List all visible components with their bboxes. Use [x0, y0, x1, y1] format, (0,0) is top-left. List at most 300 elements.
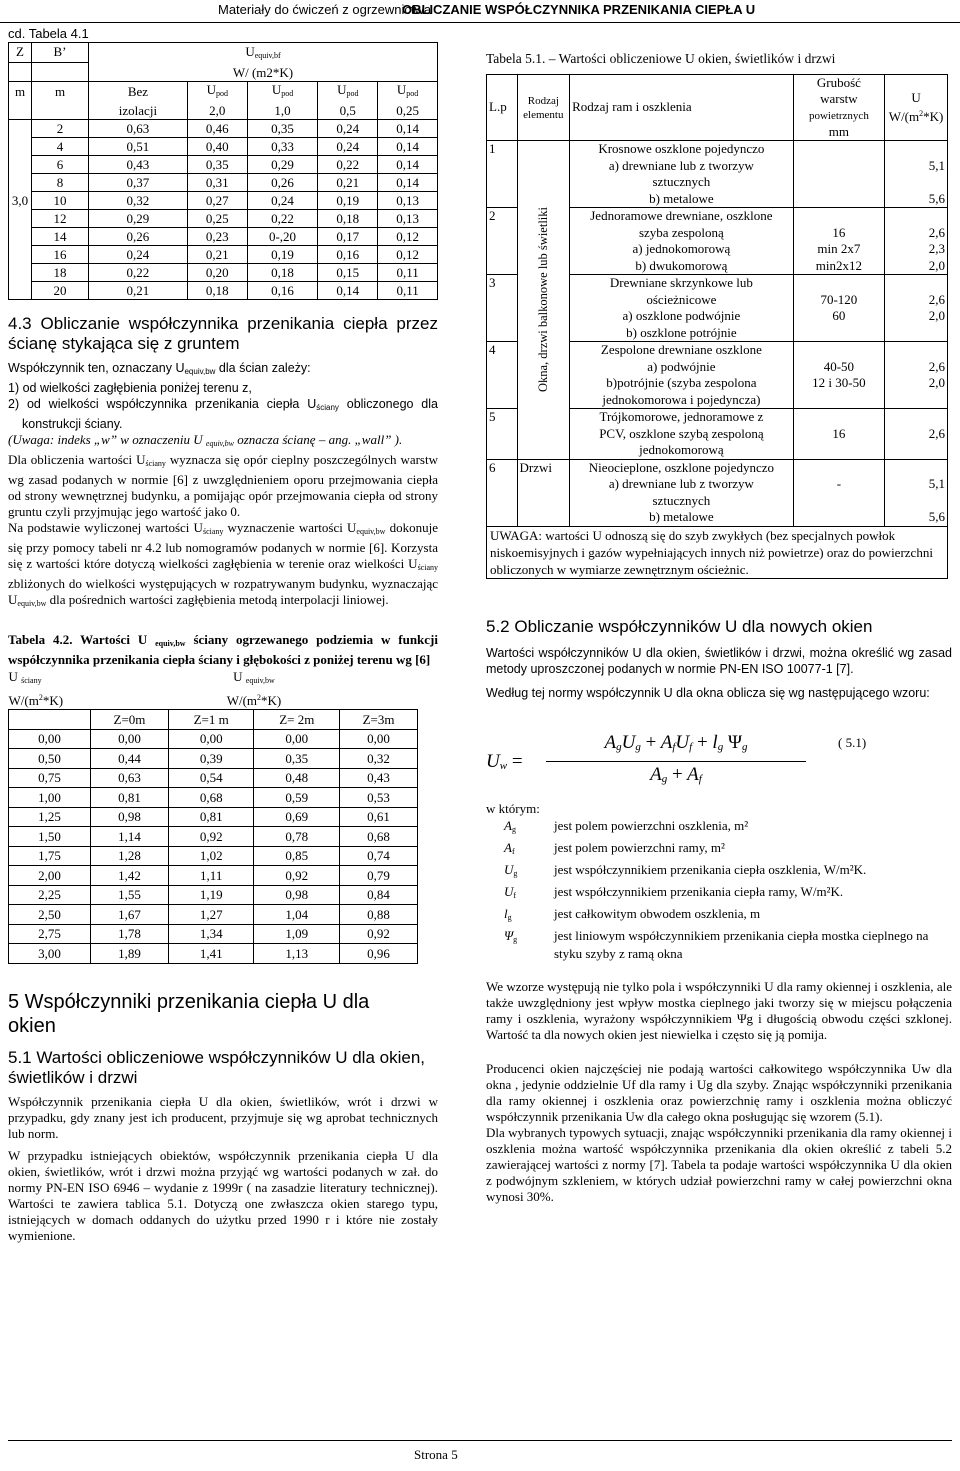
- t42-cell: 0,92: [168, 827, 254, 847]
- section-5-1-title: 5.1 Wartości obliczeniowe współczynników U dla okien, świetlików i drzwi: [8, 1047, 425, 1087]
- t42-cell: 0,68: [168, 788, 254, 808]
- t41-row: [9, 174, 438, 192]
- t42-cell: 0,00: [168, 729, 254, 749]
- t41-cell: 0,24: [89, 246, 188, 264]
- t51-u-line: [887, 342, 945, 359]
- t51-gr: [793, 409, 885, 460]
- t41-cell: 0,14: [378, 120, 438, 138]
- t51-element: Drzwi: [517, 459, 570, 526]
- t41-cell: 20: [32, 282, 89, 300]
- t42-cell: 1,02: [168, 846, 254, 866]
- t51-desc: [570, 409, 794, 460]
- t41-row: [9, 282, 438, 300]
- t41-z-cell: 3,0: [9, 192, 32, 210]
- t41-cell: 0,43: [89, 156, 188, 174]
- t51-row: [487, 459, 948, 526]
- t42-row: [9, 729, 418, 749]
- t41-cell: 0,35: [247, 120, 318, 138]
- t41-cell: 16: [32, 246, 89, 264]
- t42-cell: 0,00: [91, 729, 169, 749]
- header-course-title: Materiały do ćwiczeń z ogrzewnictwa: [218, 2, 432, 17]
- t42-cell: 1,42: [91, 866, 169, 886]
- t41-cell: 0,26: [89, 228, 188, 246]
- formula-denominator: $A_g + A_f$: [650, 763, 702, 785]
- t51-lp: 1: [487, 141, 518, 208]
- t41-cell: 2: [32, 120, 89, 138]
- t42-cell: 0,00: [9, 729, 91, 749]
- t41-cell: 4: [32, 138, 89, 156]
- t41-z-cell: [9, 210, 32, 228]
- t41-cell: 0,21: [187, 246, 247, 264]
- sec52-p5: Dla wybranych typowych sytuacji, znając współczynniki przenikania dla ramy okiennej i oszklenia można wartość współczynnika przenikania dla okien określić z tabeli 5.2 zawierającej wartości z normy [7]. Tabela ta podaje wartości współczynnika U dla okien z podwójnym szkleniem, w których udział powierzchni ramy w całej powierzchni okna wynosi 30%.: [486, 1124, 952, 1204]
- t42-cell: 0,98: [91, 807, 169, 827]
- t41-cell: 18: [32, 264, 89, 282]
- t51-gr: [793, 342, 885, 409]
- t51-gr-line: [796, 342, 883, 359]
- t51-u-line: 5,6: [928, 190, 945, 206]
- t42-h1: U $_{ściany}$ $W/(m^2*K)$: [8, 669, 64, 708]
- t41-cell: 0,22: [247, 210, 318, 228]
- legend-row: [486, 817, 952, 839]
- t51-note: UWAGA: wartości U odnoszą się do szyb zwykłych (bez specjalnych powłok niskoemisyjnych i gazów wypełniających innych niż powietrze) oraz do powierzchni obliczonych w wymiarze zewnętrznym ościeżnic.: [490, 527, 933, 577]
- t42-cell: 2,00: [9, 866, 91, 886]
- t41-uval-0: 2,0: [209, 102, 226, 118]
- t41-uval-2: 0,5: [339, 102, 356, 118]
- t41-z-cell: [9, 120, 32, 138]
- t51-gr-line: -: [836, 476, 842, 491]
- t51-u: [885, 208, 948, 275]
- t42-cell: 2,75: [9, 924, 91, 944]
- t42-cell: 1,09: [254, 924, 340, 944]
- t51-desc: [570, 459, 794, 526]
- t51-desc-line: Trójkomorowe, jednoramowe z: [599, 409, 764, 424]
- formula-lhs: $U_w$ =: [486, 750, 523, 772]
- t41-z-cell: [9, 156, 32, 174]
- t51-u-line: 5,1: [928, 157, 945, 173]
- t51-desc: [570, 275, 794, 342]
- t51-u-line: [887, 493, 945, 510]
- t41-cell: 0,63: [89, 120, 188, 138]
- t42-row: [9, 905, 418, 925]
- t51-u: [885, 409, 948, 460]
- t41-cell: 0,51: [89, 138, 188, 156]
- t41-cell: 0,17: [318, 228, 378, 246]
- t41-cell: 0,32: [89, 192, 188, 210]
- t42-cell: 3,00: [9, 944, 91, 964]
- t41-cell: 0,14: [378, 174, 438, 192]
- t41-cell: 10: [32, 192, 89, 210]
- t51-h-ram: Rodzaj ram i oszklenia: [572, 99, 692, 115]
- t41-uval-3: 0,25: [378, 102, 438, 120]
- t42-row: [9, 866, 418, 886]
- t41-cell: 0,37: [89, 174, 188, 192]
- sec43-item1: 1) od wielkości zagłębienia poniżej terenu z,: [8, 381, 252, 395]
- t42-cell: 2,25: [9, 885, 91, 905]
- t42-cell: 0,00: [340, 729, 418, 749]
- t51-gr-line: [796, 442, 883, 459]
- t42-row: [9, 944, 418, 964]
- t41-cell: 0,40: [187, 138, 247, 156]
- legend-row: [486, 927, 952, 963]
- t41-cell: 0,19: [318, 192, 378, 210]
- t51-u: [885, 141, 948, 208]
- t51-desc-line: b)potrójnie (szyba zespolona: [606, 375, 757, 390]
- t51-desc-line: sztucznych: [652, 492, 711, 508]
- t42-row: [9, 885, 418, 905]
- legend-text: jest polem powierzchni ramy, m²: [554, 839, 725, 855]
- t42-cell: 1,13: [254, 944, 340, 964]
- t42-cell: 0,79: [340, 866, 418, 886]
- t51-desc-line: jednokomorowa i pojedyncza): [602, 391, 761, 407]
- t42-zcol-0: Z=0m: [91, 710, 169, 730]
- t41-cell: 0,29: [247, 156, 318, 174]
- t41-upod-0: $U_{pod}$: [206, 82, 228, 98]
- t51-desc-line: Nieocieplone, oszklone pojedynczo: [588, 459, 774, 475]
- formula-5-1: [486, 701, 952, 801]
- t41-cell: 6: [32, 156, 89, 174]
- t42-cell: 0,39: [168, 749, 254, 769]
- t41-cell: 0-,20: [247, 228, 318, 246]
- t51-gr-line: 16: [832, 425, 846, 441]
- t41-cell: 0,14: [318, 282, 378, 300]
- t41-cell: 0,25: [187, 210, 247, 228]
- section-5-2-title: 5.2 Obliczanie współczynników U dla nowych okien: [486, 616, 873, 636]
- t42-cell: 0,50: [9, 749, 91, 769]
- legend-row: [486, 839, 952, 861]
- t51-desc-line: szyba zespoloną: [638, 224, 724, 240]
- formula-numerator: $A_gU_g + A_fU_f + l_g$ $\Psi_g$: [546, 729, 806, 762]
- t41-upod-2: $U_{pod}$: [337, 82, 359, 98]
- t51-desc-line: a) drewniane lub z tworzyw: [608, 157, 754, 173]
- t51-u-line: [887, 325, 945, 342]
- t51-gr-line: [796, 409, 883, 426]
- legend-row: [486, 883, 952, 905]
- t51-desc-line: Drewniane skrzynkowe lub: [609, 275, 753, 290]
- t51-desc: [570, 141, 794, 208]
- t41-m1: m: [14, 84, 26, 99]
- t42-row: [9, 788, 418, 808]
- legend-symbol: $A_f$: [504, 839, 515, 856]
- t51-desc-line: b) oszklone potrójnie: [626, 324, 737, 340]
- t51-desc-line: b) metalowe: [649, 190, 714, 206]
- table51-caption: Tabela 5.1. – Wartości obliczeniowe U okien, świetlików i drzwi: [486, 51, 836, 66]
- t51-row: [487, 141, 948, 208]
- t51-desc-line: sztucznych: [652, 174, 711, 189]
- t42-cell: 0,53: [340, 788, 418, 808]
- sec52-p2: Według tej normy współczynnik U dla okna oblicza się wg następującego wzoru:: [486, 685, 930, 700]
- t41-cell: 0,12: [378, 228, 438, 246]
- t42-cell: 1,04: [254, 905, 340, 925]
- t51-u-line: [887, 409, 945, 426]
- t51-u-line: 2,6: [928, 425, 945, 441]
- t42-h2: U $_{equiv,bw}$ $W/(m^2*K)$: [226, 669, 282, 709]
- t51-u-line: 2,6: [928, 291, 945, 307]
- t41-cell: 0,46: [187, 120, 247, 138]
- t51-gr-line: [796, 509, 883, 526]
- footer-rule: [8, 1440, 952, 1441]
- t51-u: [885, 342, 948, 409]
- t42-cell: 1,11: [168, 866, 254, 886]
- legend-row: [486, 905, 952, 927]
- t42-cell: 0,92: [254, 866, 340, 886]
- t41-cell: 0,13: [378, 210, 438, 228]
- wktorym-label: w którym:: [486, 800, 540, 816]
- t42-cell: 1,89: [91, 944, 169, 964]
- sec5-p2: W przypadku istniejących obiektów, współczynnik przenikania ciepła U dla okien, świetlików, wrót i drzwi można przyjąć wg wartości podanych w zał. do normy PN-EN ISO 6946 – wydanie z 1999r ( na zasadzie literatury technicznej). Wartości te zawiera tablica 5.1. Dotyczą one zwłaszcza okien starego typu, istniejących w domach oddanych do użytku przed 1990 r i które nie zostały wymienione.: [8, 1147, 438, 1243]
- t41-cell: 12: [32, 210, 89, 228]
- t42-cell: 1,67: [91, 905, 169, 925]
- t42-cell: 2,50: [9, 905, 91, 925]
- t51-gr-line: [796, 460, 883, 477]
- t51-vertical-label: [517, 141, 570, 460]
- t41-cell: 0,35: [187, 156, 247, 174]
- table-5-1: [486, 74, 948, 579]
- t41-cell: 0,11: [378, 264, 438, 282]
- t41-izolacji: izolacji: [118, 102, 158, 118]
- t42-cell: 0,43: [340, 768, 418, 788]
- t51-desc-line: b) metalowe: [649, 509, 714, 524]
- t42-row: [9, 807, 418, 827]
- table-4-2: [8, 668, 418, 964]
- t41-bez: Bez: [127, 84, 149, 99]
- t41-row: [9, 120, 438, 138]
- t51-u: [885, 459, 948, 526]
- legend-text: jest liniowym współczynnikiem przenikania ciepła mostka cieplnego na styku szyby z ramą okna: [554, 927, 929, 961]
- t51-gr-line: 70-120: [820, 291, 858, 307]
- t51-gr-line: 12 i 30-50: [812, 375, 866, 390]
- t41-z-cell: [9, 246, 32, 264]
- t42-zcol-3: Z=3m: [340, 710, 418, 730]
- t51-desc-line: Krosnowe oszklone pojedynczo: [598, 141, 765, 156]
- t41-cell: 14: [32, 228, 89, 246]
- t42-cell: 1,14: [91, 827, 169, 847]
- t41-z-label: Z: [16, 44, 24, 60]
- t41-z-cell: [9, 282, 32, 300]
- t51-gr-line: [796, 392, 883, 409]
- t51-gr-line: [796, 325, 883, 342]
- t51-gr: [793, 275, 885, 342]
- t51-desc-line: a) oszklone podwójnie: [622, 308, 741, 323]
- t41-cell: 0,20: [187, 264, 247, 282]
- t51-u-line: [887, 392, 945, 409]
- t41-cell: 0,18: [247, 264, 318, 282]
- t51-gr-line: [796, 208, 883, 225]
- t42-cell: 1,50: [9, 827, 91, 847]
- t41-cell: 0,21: [89, 282, 188, 300]
- t41-uval-1: 1,0: [274, 102, 291, 118]
- t42-cell: 0,98: [254, 885, 340, 905]
- t51-gr-line: 40-50: [823, 358, 855, 374]
- formula-legend: [486, 817, 952, 963]
- t41-cell: 0,13: [378, 192, 438, 210]
- t41-z-cell: [9, 228, 32, 246]
- t42-cell: 0,81: [168, 807, 254, 827]
- t51-desc-line: jednokomorową: [639, 442, 724, 457]
- legend-text: jest polem powierzchni oszklenia, m²: [554, 817, 749, 833]
- t41-cell: 0,29: [89, 210, 188, 228]
- legend-text: jest współczynnikiem przenikania ciepła ramy, W/m²K.: [554, 883, 844, 899]
- table41-caption: cd. Tabela 4.1: [8, 26, 89, 41]
- t41-cell: 0,23: [187, 228, 247, 246]
- legend-text: jest całkowitym obwodem oszklenia, m: [554, 905, 761, 921]
- header-chapter-title: OBLICZANIE WSPÓŁCZYNNIKA PRZENIKANIA CIEPŁA U: [402, 2, 756, 17]
- t51-lp: 6: [487, 459, 518, 526]
- t51-gr: [793, 208, 885, 275]
- t51-u-line: 2,0: [928, 257, 945, 273]
- t51-u-line: [887, 208, 945, 225]
- t51-desc-line: ościeżnicowe: [646, 291, 717, 307]
- t41-cell: 0,18: [318, 210, 378, 228]
- t41-cell: 0,27: [187, 192, 247, 210]
- t51-gr-line: [796, 191, 883, 208]
- section-5-title: 5 Współczynniki przenikania ciepła U dla okien: [8, 990, 370, 1037]
- t42-cell: 1,75: [9, 846, 91, 866]
- t51-desc-line: Zespolone drewniane oszklone: [600, 342, 762, 357]
- t51-gr-line: [796, 275, 883, 292]
- t41-cell: 0,15: [318, 264, 378, 282]
- t42-cell: 0,63: [91, 768, 169, 788]
- t42-row: [9, 749, 418, 769]
- t51-vertical-text: Okna, drzwi balkonowe lub świetliki: [536, 207, 551, 393]
- t42-cell: 0,85: [254, 846, 340, 866]
- t51-gr: [793, 141, 885, 208]
- t42-cell: 0,44: [91, 749, 169, 769]
- t41-row: [9, 138, 438, 156]
- t41-cell: 0,33: [247, 138, 318, 156]
- t51-h-u: U $W/(m^2*K)$: [888, 90, 944, 124]
- t51-h-grubosc: Grubość warstw powietrznych mm: [808, 75, 869, 139]
- t41-cell: 0,24: [318, 138, 378, 156]
- t51-desc-line: a) podwójnie: [647, 358, 716, 374]
- t42-cell: 1,41: [168, 944, 254, 964]
- t42-cell: 1,27: [168, 905, 254, 925]
- t51-u-line: 2,6: [928, 358, 945, 374]
- t42-cell: 0,32: [340, 749, 418, 769]
- t42-cell: 0,54: [168, 768, 254, 788]
- t41-cell: 0,24: [247, 192, 318, 210]
- t51-lp: 5: [487, 409, 518, 460]
- t42-cell: 0,61: [340, 807, 418, 827]
- t51-u-line: [887, 442, 945, 459]
- t51-gr-line: [796, 158, 883, 175]
- t42-cell: 1,34: [168, 924, 254, 944]
- t51-gr-line: [796, 493, 883, 510]
- t41-z-cell: [9, 264, 32, 282]
- table-4-1: [8, 42, 438, 300]
- t42-cell: 0,81: [91, 788, 169, 808]
- t51-gr-line: min2x12: [815, 257, 862, 273]
- t51-desc-line: a) drewniane lub z tworzyw: [608, 476, 754, 491]
- t51-desc-line: PCV, oszklone szybą zespoloną: [599, 425, 764, 441]
- t41-cell: 0,16: [247, 282, 318, 300]
- t41-cell: 0,24: [318, 120, 378, 138]
- t42-row: [9, 924, 418, 944]
- t41-b-label: B’: [53, 44, 67, 60]
- legend-row: [486, 861, 952, 883]
- t42-cell: 0,74: [340, 846, 418, 866]
- t42-cell: 0,68: [340, 827, 418, 847]
- t41-z-cell: [9, 138, 32, 156]
- t41-cell: 0,21: [318, 174, 378, 192]
- t42-cell: 0,88: [340, 905, 418, 925]
- t42-cell: 0,48: [254, 768, 340, 788]
- section-4-3-title: 4.3 Obliczanie współczynnika przenikania ciepła przez ścianę stykająca się z gruntem: [8, 314, 438, 353]
- t41-row: [9, 192, 438, 210]
- t42-cell: 1,78: [91, 924, 169, 944]
- t51-h-rodzaj: Rodzaj elementu: [523, 94, 564, 121]
- t42-row: [9, 846, 418, 866]
- table42-caption: Tabela 4.2. Wartości U $_{equiv,bw}$ ściany ogrzewanego podziemia w funkcji współczynnika przenikania ciepła ściany i głębokości z poniżej terenu wg [6]: [8, 632, 438, 667]
- sec5-p1: Współczynnik przenikania ciepła U dla okien, świetlików, wrót i drzwi w przypadku, gdy znany jest ich producent, przyjmuje się wg aprobat technicznych lub norm.: [8, 1093, 438, 1141]
- t51-desc: [570, 208, 794, 275]
- t51-h-lp: L.p: [489, 99, 507, 115]
- t42-row: [9, 827, 418, 847]
- sec52-p3: We wzorze występują nie tylko pola i współczynniki U dla ramy okiennej i oszklenia, ale także uwzględniony jest wpływ mostka cieplnego jaki tworzy się w miejscu połączenia ramy i oszklenia, wyrażony współczynnikiem Ψg i długością obwodu części szklonej. Wartość ta dla nowych okien jest niewielka i często się ją pomija.: [486, 978, 952, 1042]
- t51-gr: [793, 459, 885, 526]
- t42-cell: 0,35: [254, 749, 340, 769]
- t51-gr-line: min 2x7: [817, 241, 861, 256]
- t41-row: [9, 264, 438, 282]
- formula-number: ( 5.1): [838, 734, 867, 750]
- t41-cell: 0,16: [318, 246, 378, 264]
- t41-row: [9, 228, 438, 246]
- t51-desc-line: Jednoramowe drewniane, oszklone: [590, 208, 773, 223]
- t51-u-line: 5,1: [928, 476, 945, 491]
- t41-row: [9, 246, 438, 264]
- sec43-p2: Dla obliczenia wartości $U_{ściany}$ wyznacza się opór cieplny poszczególnych warstw wg zasad podanych w normie [6] z uwzględnieniem oporu przejmowania ciepła od strony wewnętrznej budynku, a pomijając opór przejmowania ciepła od strony gruntu czyli przyjmując jego wartość jako 0.: [8, 452, 438, 519]
- t51-lp: 2: [487, 208, 518, 275]
- t51-desc: [570, 342, 794, 409]
- legend-symbol: $\Psi_g$: [504, 927, 518, 944]
- legend-symbol: $U_g$: [504, 861, 518, 878]
- t41-m2: m: [54, 84, 66, 99]
- t41-cell: 8: [32, 174, 89, 192]
- legend-symbol: $l_g$: [504, 905, 512, 922]
- t41-row: [9, 210, 438, 228]
- t42-cell: 0,84: [340, 885, 418, 905]
- page-number: Strona 5: [414, 1447, 458, 1462]
- t42-cell: 1,00: [9, 788, 91, 808]
- t42-cell: 0,75: [9, 768, 91, 788]
- t41-ueq-label: $U_{equiv,bf}$: [245, 44, 281, 60]
- t51-lp: 4: [487, 342, 518, 409]
- t51-u-line: [887, 174, 945, 191]
- t41-cell: 0,18: [187, 282, 247, 300]
- t51-gr-line: 16: [832, 224, 846, 240]
- legend-symbol: $U_f$: [504, 883, 517, 900]
- t42-zcol-1: Z=1 m: [168, 710, 254, 730]
- t42-cell: 0,69: [254, 807, 340, 827]
- t42-row: [9, 768, 418, 788]
- sec43-p1: Współczynnik ten, oznaczany $U_{equiv,bw}$ dla ścian zależy:: [8, 361, 311, 376]
- t41-cell: 0,31: [187, 174, 247, 192]
- t41-upod-1: $U_{pod}$: [271, 82, 294, 98]
- sec52-p1: Wartości współczynników U dla okien, świetlików i drzwi, można określić wg zasad metody uproszczonej podanych w normie PN-EN ISO 10077-1 [7].: [486, 645, 952, 676]
- t51-desc-line: b) dwukomorową: [635, 257, 728, 273]
- t51-u: [885, 275, 948, 342]
- legend-text: jest współczynnikiem przenikania ciepła oszklenia, W/m²K.: [554, 861, 867, 877]
- sec43-note: (Uwaga: indeks „w” w oznaczeniu U $_{equiv,bw}$ oznacza ścianę – ang. „wall” ).: [8, 432, 403, 448]
- sec43-p3: Na podstawie wyliczonej wartości $U_{ściany}$ wyznaczenie wartości $U_{equiv,bw}$ dokonuje się przy pomocy tabeli nr 4.2 lub nomogramów podanych w normie [6]. Korzysta się z wartości które dotyczą wielkości zagłębienia w terenie oraz wielkości $U_{ściany}$ zbliżonych do wielkości występujących w rozpatrywanym budynku, wyznaczając $U_{equiv,bw}$ dla pośrednich wartości zagłębienia metodą interpolacji liniowej.: [8, 520, 438, 608]
- t42-cell: 0,00: [254, 729, 340, 749]
- t41-cell: 0,19: [247, 246, 318, 264]
- t51-u-line: 2,0: [928, 308, 945, 323]
- t51-u-line: [887, 275, 945, 292]
- t51-gr-line: [796, 174, 883, 191]
- t42-cell: 1,25: [9, 807, 91, 827]
- legend-symbol: $A_g$: [504, 817, 516, 834]
- t41-cell: 0,22: [318, 156, 378, 174]
